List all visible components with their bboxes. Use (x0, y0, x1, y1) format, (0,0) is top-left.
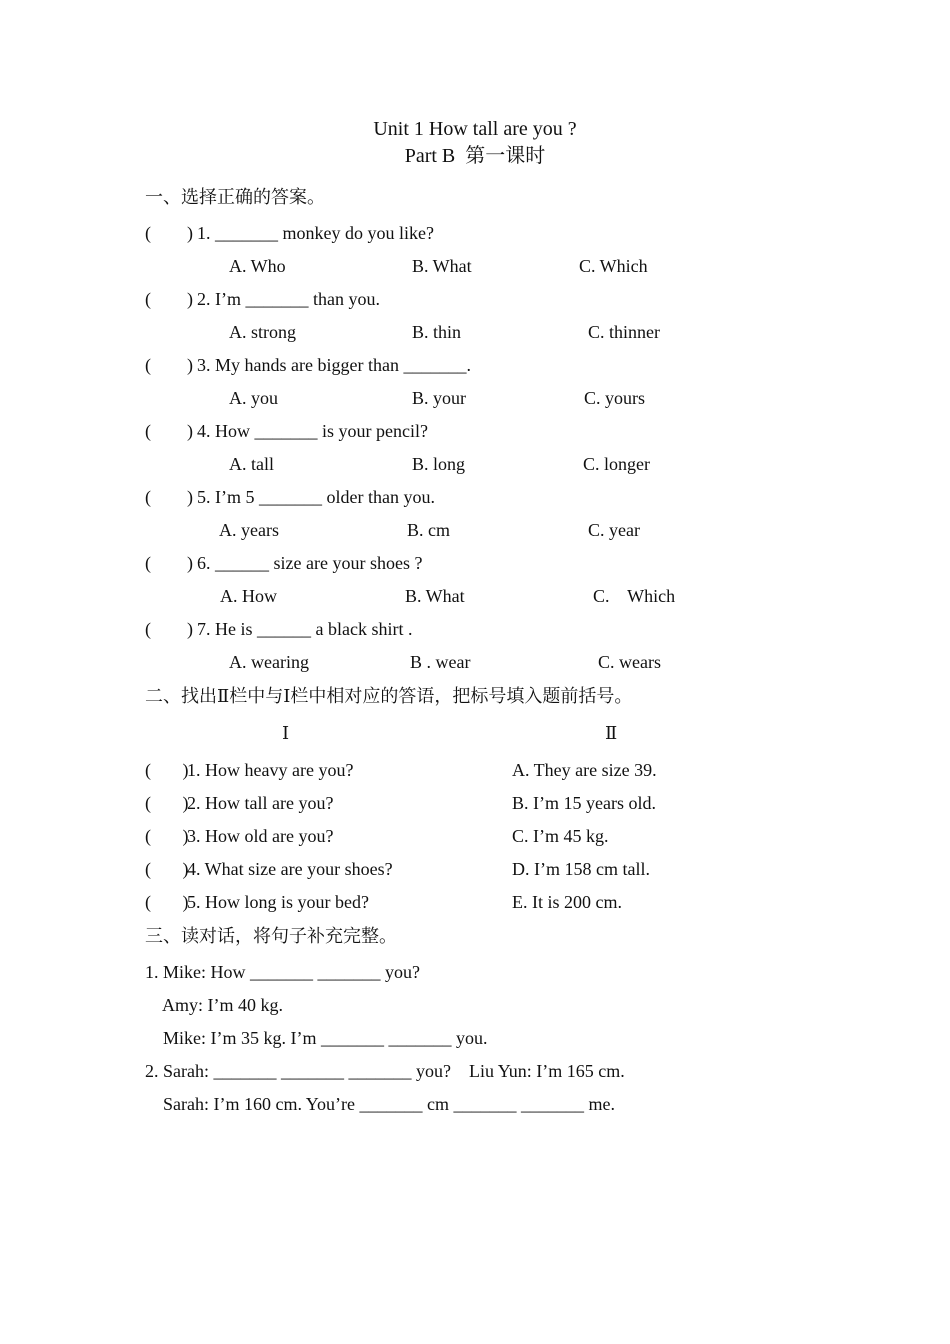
option-c: C. Which (593, 586, 676, 606)
answer-blank[interactable]: ( ) (145, 355, 193, 375)
question-text: 1. _______ monkey do you like? (197, 223, 434, 243)
match-answer: E. It is 200 cm. (512, 892, 622, 912)
option-a: A. Who (229, 256, 286, 276)
match-answer: D. I’m 158 cm tall. (512, 859, 650, 879)
question-text: 5. I’m 5 _______ older than you. (197, 487, 435, 507)
dialogue-line: 1. Mike: How _______ _______ you? (145, 962, 420, 982)
dialogue-line: Amy: I’m 40 kg. (145, 995, 283, 1015)
option-c: C. thinner (588, 322, 660, 342)
column-1-label: Ⅰ (282, 723, 290, 743)
option-a: A. wearing (229, 652, 309, 672)
match-blank[interactable]: ( ) (145, 826, 189, 846)
match-question: 4. What size are your shoes? (187, 859, 393, 879)
option-b: B. What (412, 256, 472, 276)
question-text: 2. I’m _______ than you. (197, 289, 380, 309)
match-blank[interactable]: ( ) (145, 760, 189, 780)
question-text: 3. My hands are bigger than _______. (197, 355, 471, 375)
option-a: A. years (219, 520, 279, 540)
option-a: A. tall (229, 454, 274, 474)
section2-heading: 二、找出Ⅱ栏中与Ⅰ栏中相对应的答语，把标号填入题前括号。 (145, 686, 633, 706)
option-c: C. Which (579, 256, 648, 276)
option-c: C. yours (584, 388, 646, 408)
dialogue-line: Mike: I’m 35 kg. I’m _______ _______ you. (145, 1028, 488, 1048)
match-question: 2. How tall are you? (187, 793, 334, 813)
match-answer: B. I’m 15 years old. (512, 793, 656, 813)
option-b: B. What (405, 586, 465, 606)
match-answer: C. I’m 45 kg. (512, 826, 609, 846)
question-text: 6. ______ size are your shoes ? (197, 553, 423, 573)
option-b: B . wear (410, 652, 471, 672)
answer-blank[interactable]: ( ) (145, 421, 193, 441)
match-blank[interactable]: ( ) (145, 793, 189, 813)
option-c: C. wears (598, 652, 661, 672)
answer-blank[interactable]: ( ) (145, 487, 193, 507)
option-c: C. longer (583, 454, 650, 474)
question-text: 4. How _______ is your pencil? (197, 421, 428, 441)
match-question: 1. How heavy are you? (187, 760, 354, 780)
answer-blank[interactable]: ( ) (145, 553, 193, 573)
dialogue-line: 2. Sarah: _______ _______ _______ you? Liu Yun: I’m 165 cm. (145, 1061, 625, 1081)
page-subtitle: Part B 第一课时 (404, 145, 546, 167)
option-a: A. How (220, 586, 277, 606)
page-title: Unit 1 How tall are you ? (373, 118, 577, 140)
answer-blank[interactable]: ( ) (145, 289, 193, 309)
option-a: A. you (229, 388, 278, 408)
section1-heading: 一、选择正确的答案。 (145, 187, 325, 207)
match-answer: A. They are size 39. (512, 760, 657, 780)
dialogue-line: Sarah: I’m 160 cm. You’re _______ cm _______ _______ me. (145, 1094, 615, 1114)
match-question: 3. How old are you? (187, 826, 334, 846)
option-b: B. long (412, 454, 466, 474)
match-question: 5. How long is your bed? (187, 892, 369, 912)
column-2-label: Ⅱ (605, 723, 618, 743)
option-a: A. strong (229, 322, 296, 342)
option-b: B. cm (407, 520, 450, 540)
option-c: C. year (588, 520, 640, 540)
option-b: B. your (412, 388, 466, 408)
section3-heading: 三、读对话，将句子补充完整。 (145, 926, 397, 946)
match-blank[interactable]: ( ) (145, 859, 189, 879)
question-text: 7. He is ______ a black shirt . (197, 619, 413, 639)
match-blank[interactable]: ( ) (145, 892, 189, 912)
answer-blank[interactable]: ( ) (145, 223, 193, 243)
option-b: B. thin (412, 322, 462, 342)
answer-blank[interactable]: ( ) (145, 619, 193, 639)
